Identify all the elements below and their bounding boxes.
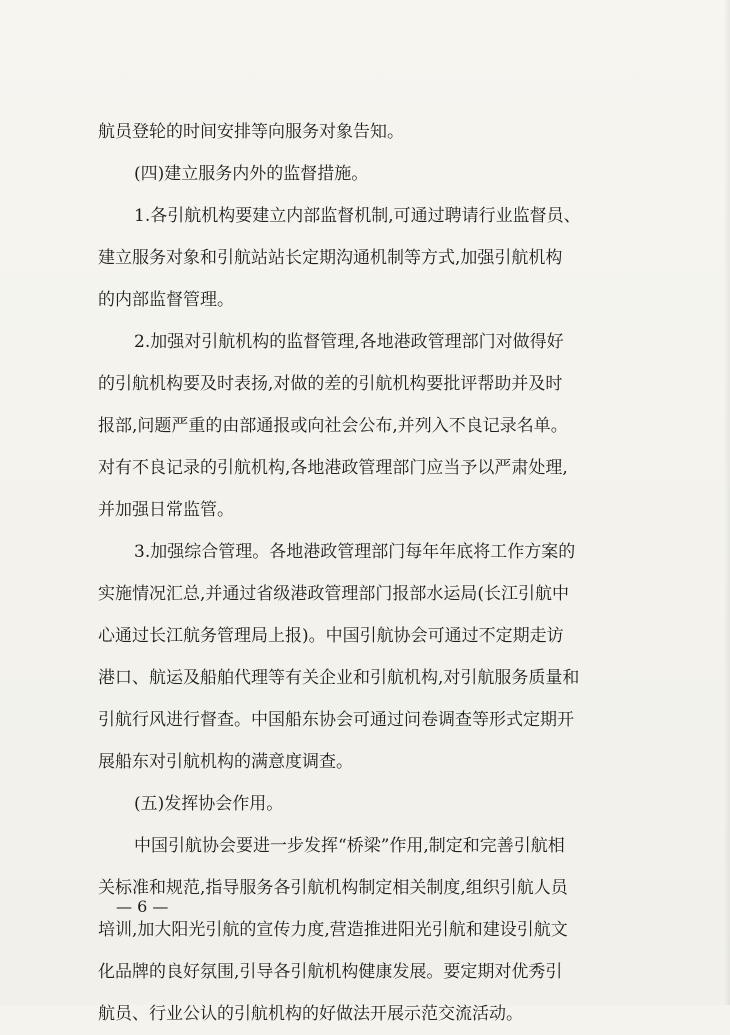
paragraph-line: 1.各引航机构要建立内部监督机制,可通过聘请行业监督员、 [134, 206, 581, 226]
paragraph-line: 并加强日常监管。 [98, 500, 234, 520]
page-number: — 6 — [116, 897, 169, 916]
paragraph-line: 引航行风进行督查。中国船东协会可通过问卷调查等形式定期开 [98, 710, 574, 730]
paragraph-line: 中国引航协会要进一步发挥“桥梁”作用,制定和完善引航相 [134, 836, 565, 856]
paragraph-line: 建立服务对象和引航站站长定期沟通机制等方式,加强引航机构 [98, 248, 563, 268]
paragraph-line: 对有不良记录的引航机构,各地港政管理部门应当予以严肃处理, [98, 458, 568, 478]
paragraph-line: 实施情况汇总,并通过省级港政管理部门报部水运局(长江引航中 [98, 584, 570, 604]
paragraph-line: 化品牌的良好氛围,引导各引航机构健康发展。要定期对优秀引 [98, 962, 563, 982]
paragraph-line: 的引航机构要及时表扬,对做的差的引航机构要批评帮助并及时 [98, 374, 563, 394]
body-text [98, 111, 633, 1035]
section-heading-5: (五)发挥协会作用。 [134, 794, 284, 814]
continuation-line: 航员登轮的时间安排等向服务对象告知。 [98, 122, 404, 142]
paragraph-line: 培训,加大阳光引航的宣传力度,营造推进阳光引航和建设引航文 [98, 920, 568, 940]
paragraph-line: 展船东对引航机构的满意度调查。 [98, 752, 353, 772]
section-heading-4: (四)建立服务内外的监督措施。 [134, 164, 369, 184]
paragraph-line: 2.加强对引航机构的监督管理,各地港政管理部门对做得好 [134, 332, 564, 352]
paragraph-line: 的内部监督管理。 [98, 290, 234, 310]
paragraph-line: 报部,问题严重的由部通报或向社会公布,并列入不良记录名单。 [98, 416, 568, 436]
paragraph-line: 航员、行业公认的引航机构的好做法开展示范交流活动。 [98, 1004, 523, 1024]
paragraph-line: 3.加强综合管理。各地港政管理部门每年年底将工作方案的 [134, 542, 576, 562]
paragraph-line: 心通过长江航务管理局上报)。中国引航协会可通过不定期走访 [98, 626, 564, 646]
paragraph-line: 港口、航运及船舶代理等有关企业和引航机构,对引航服务质量和 [98, 668, 580, 688]
paragraph-line: 关标准和规范,指导服务各引航机构制定相关制度,组织引航人员 [98, 878, 568, 898]
